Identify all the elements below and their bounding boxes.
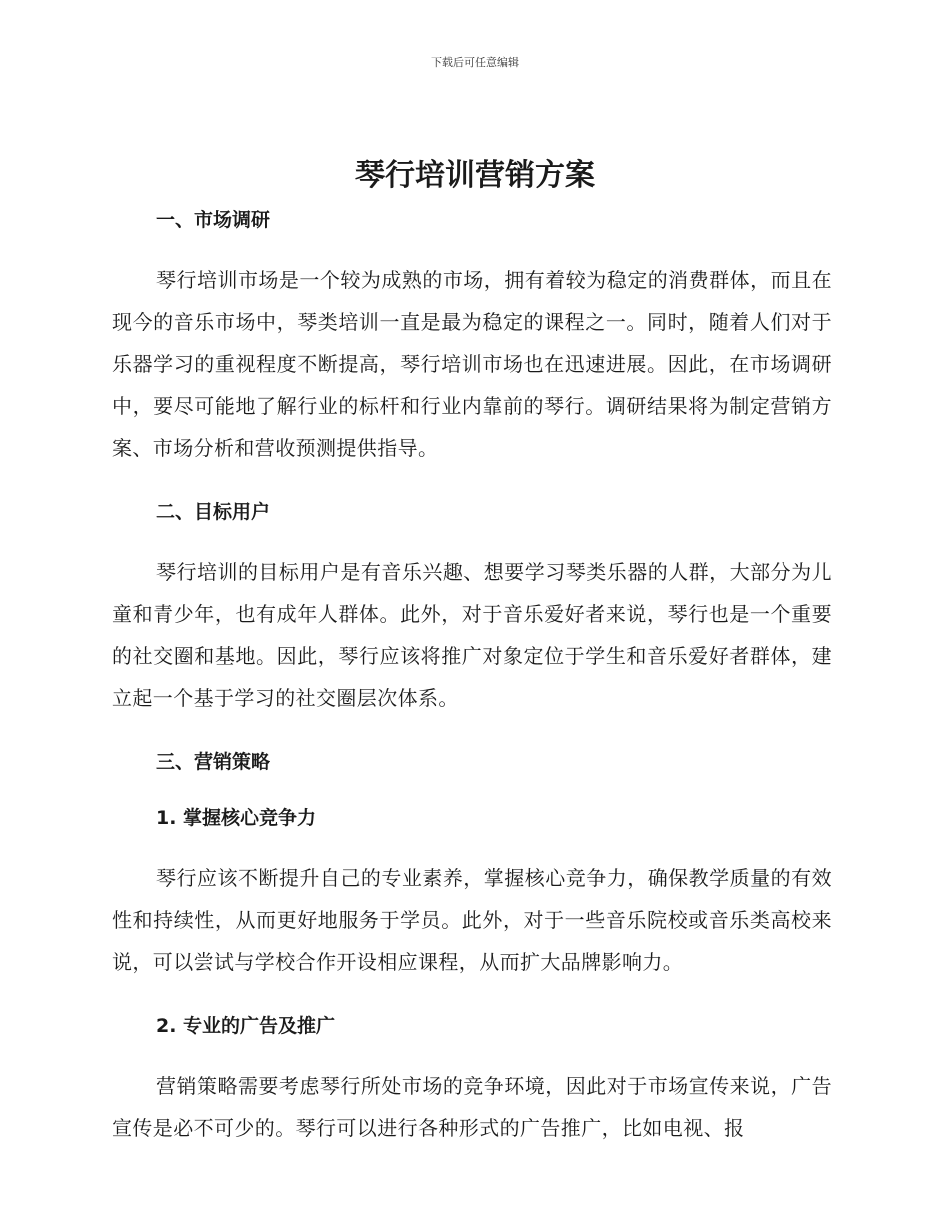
subsection-heading-core-competitiveness: 1. 掌握核心竞争力 (156, 807, 317, 829)
document-title: 琴行培训营销方案 (355, 158, 595, 193)
document-body (112, 203, 832, 1149)
subsection-paragraph-core-competitiveness: 琴行应该不断提升自己的专业素养，掌握核心竞争力，确保教学质量的有效性和持续性，从而更好地服务于学员。此外，对于一些音乐院校或音乐类高校来说，可以尝试与学校合作开设相应课程，从而扩大品牌影响力。 (112, 866, 832, 974)
section-heading-marketing-strategy: 三、营销策略 (156, 751, 271, 773)
subsection-heading-advertising: 2. 专业的广告及推广 (156, 1015, 336, 1037)
section-heading-market-research: 一、市场调研 (156, 209, 271, 231)
header-note: 下载后可任意编辑 (431, 56, 519, 69)
section-heading-target-users: 二、目标用户 (156, 501, 271, 523)
section-paragraph-target-users: 琴行培训的目标用户是有音乐兴趣、想要学习琴类乐器的人群，大部分为儿童和青少年，也有成年人群体。此外，对于音乐爱好者来说，琴行也是一个重要的社交圈和基地。因此，琴行应该将推广对象定位于学生和音乐爱好者群体，建立起一个基于学习的社交圈层次体系。 (112, 560, 832, 710)
section-paragraph-market-research: 琴行培训市场是一个较为成熟的市场，拥有着较为稳定的消费群体，而且在现今的音乐市场中，琴类培训一直是最为稳定的课程之一。同时，随着人们对于乐器学习的重视程度不断提高，琴行培训市场也在迅速进展。因此，在市场调研中，要尽可能地了解行业的标杆和行业内靠前的琴行。调研结果将为制定营销方案、市场分析和营收预测提供指导。 (112, 268, 832, 460)
subsection-paragraph-advertising: 营销策略需要考虑琴行所处市场的竞争环境，因此对于市场宣传来说，广告宣传是必不可少的。琴行可以进行各种形式的广告推广，比如电视、报 (112, 1074, 832, 1140)
